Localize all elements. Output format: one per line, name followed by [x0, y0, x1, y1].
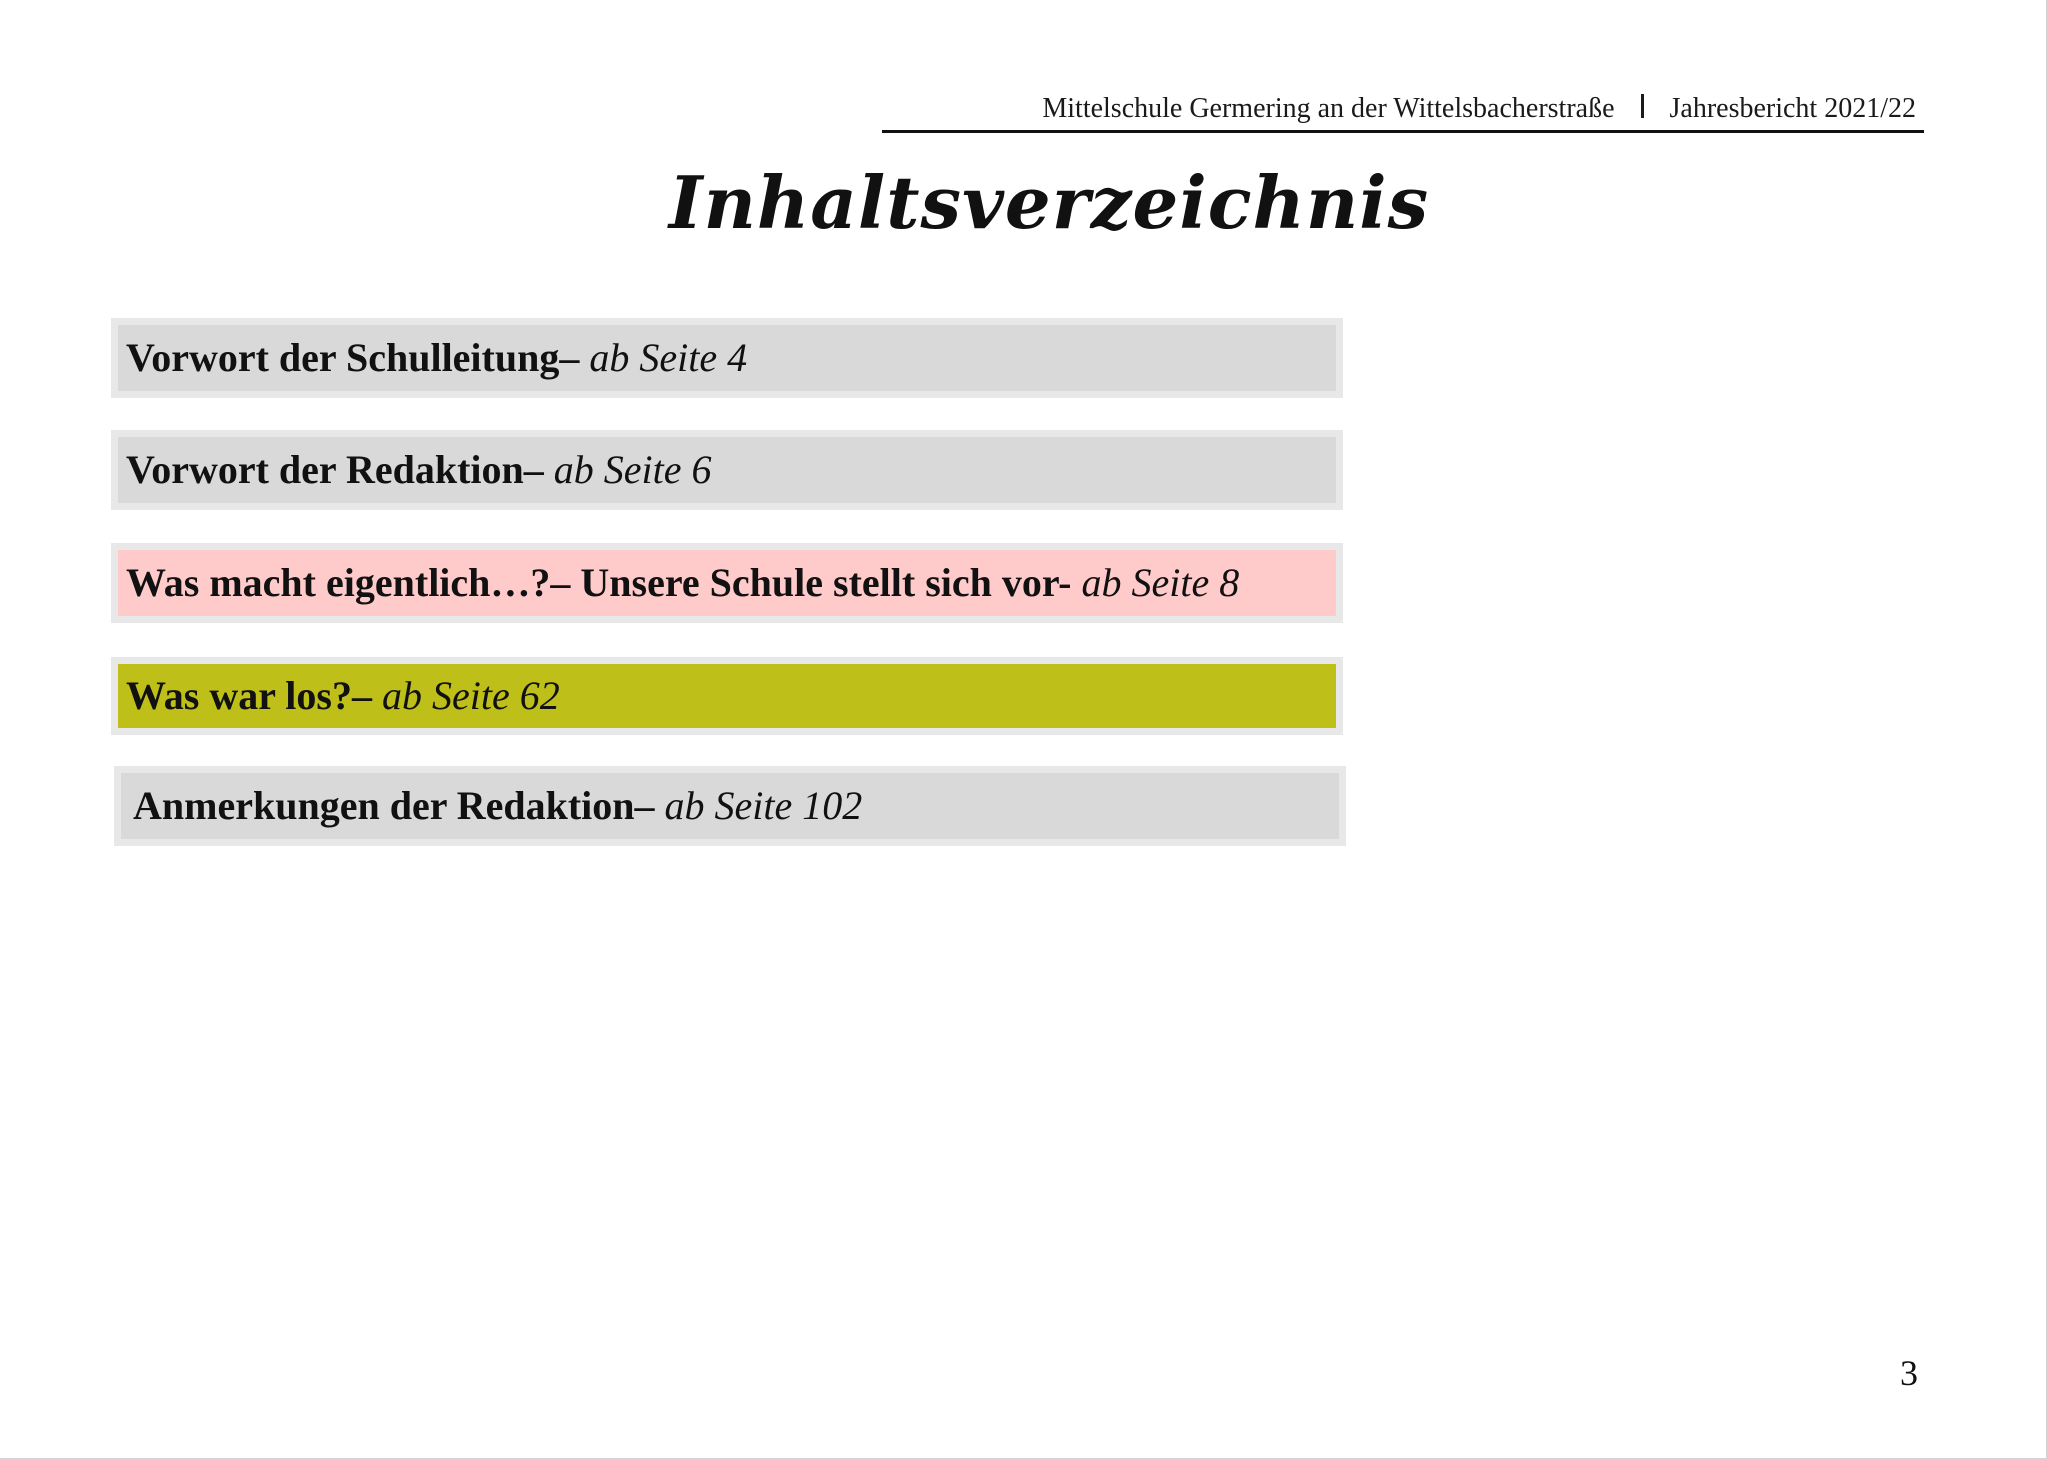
- running-header: [882, 88, 1924, 133]
- toc-entry-vorwort-redaktion[interactable]: [111, 430, 1343, 510]
- header-school-name: Mittelschule Germering an der Wittelsbacherstraße: [1042, 93, 1615, 124]
- page-title: Inhaltsverzeichnis: [668, 160, 1430, 245]
- toc-entry-title: Anmerkungen der Redaktion–: [133, 783, 655, 828]
- toc-entry-title: Was macht eigentlich…?– Unsere Schule stellt sich vor-: [126, 560, 1072, 605]
- toc-entry-title: Was war los?–: [126, 673, 372, 718]
- toc-entry-page: ab Seite 6: [553, 447, 712, 492]
- toc-entry-vorwort-schulleitung[interactable]: [111, 318, 1343, 398]
- toc-entry-title: Vorwort der Schulleitung–: [126, 335, 580, 380]
- page-number: 3: [1900, 1353, 1918, 1393]
- toc-entry-page: ab Seite 4: [589, 335, 748, 380]
- toc-entry-page: ab Seite 102: [664, 783, 863, 828]
- header-report-title: Jahresbericht 2021/22: [1669, 93, 1916, 124]
- toc-entry-page: ab Seite 62: [381, 673, 560, 718]
- toc-entry-title: Vorwort der Redaktion–: [126, 447, 544, 492]
- header-separator: [1641, 94, 1644, 118]
- toc-entry-page: ab Seite 8: [1081, 560, 1240, 605]
- toc-entry-was-macht-eigentlich[interactable]: [111, 543, 1343, 623]
- toc-entry-was-war-los[interactable]: [111, 657, 1343, 735]
- toc-entry-anmerkungen-redaktion[interactable]: [114, 766, 1346, 846]
